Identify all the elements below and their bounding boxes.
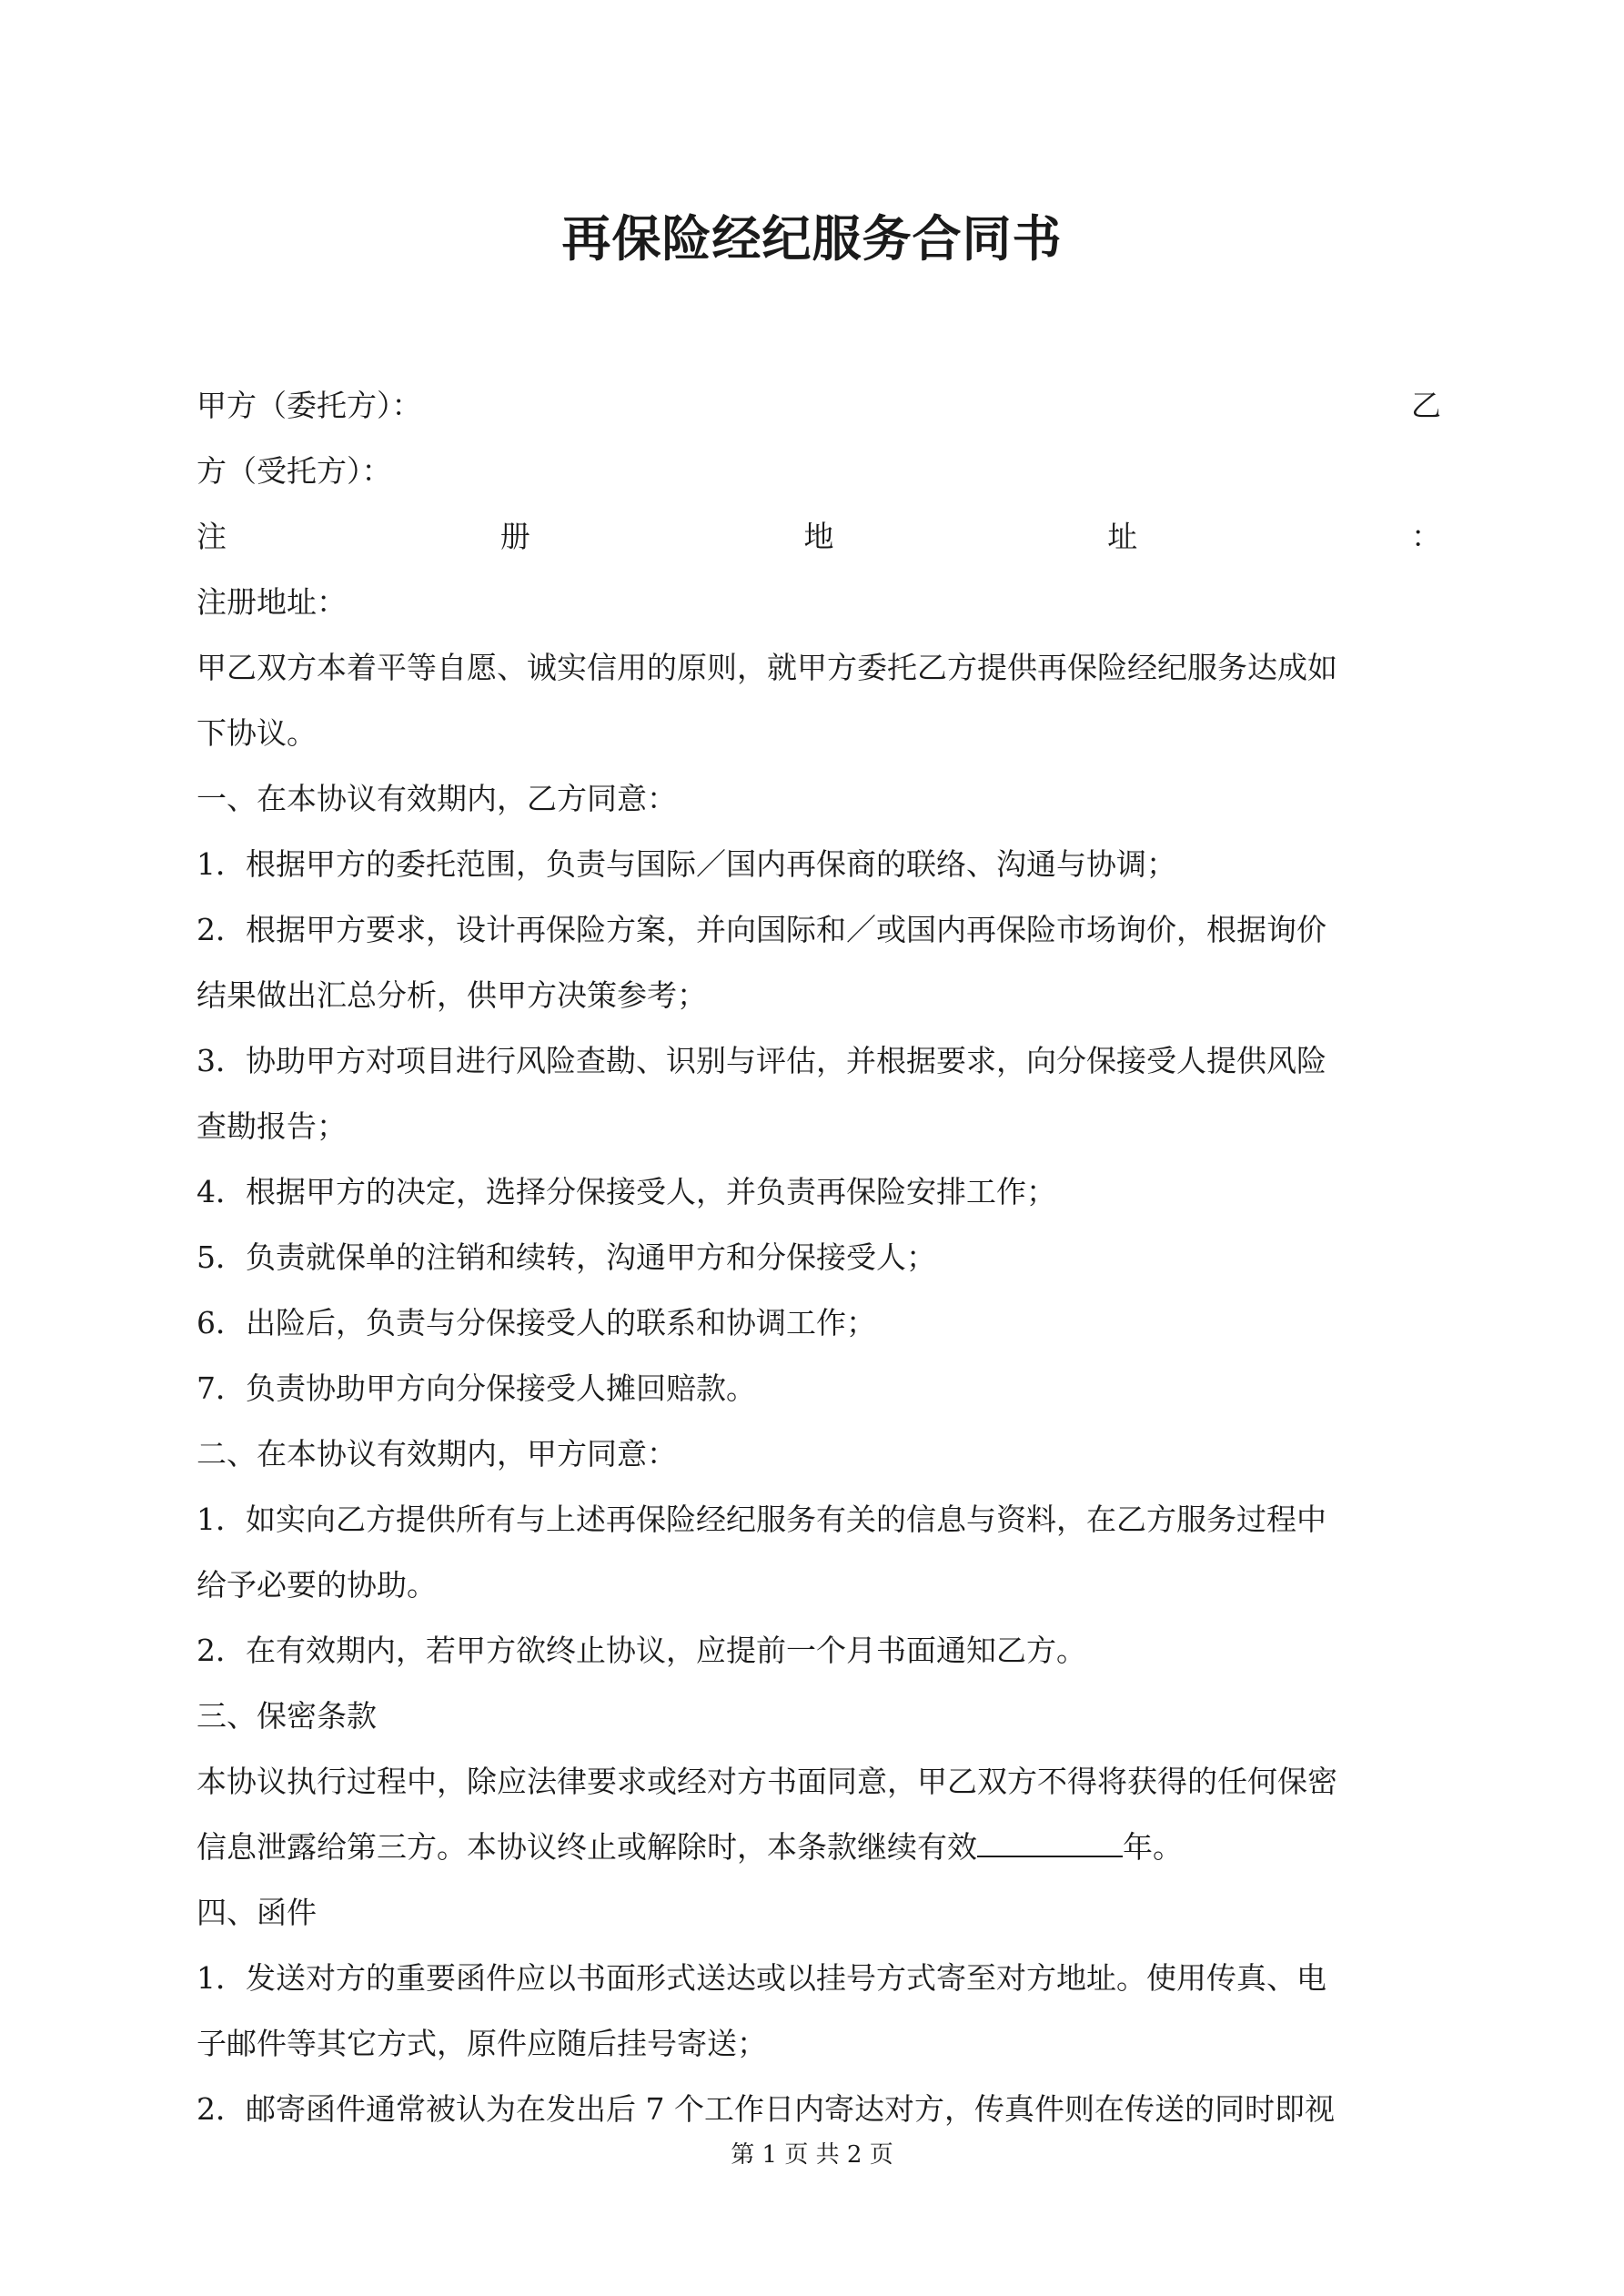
section-3-text-line-2 — [197, 1815, 1441, 1880]
section-1-item-7: 7．负责协助甲方向分保接受人摊回赔款。 — [197, 1371, 756, 1406]
party-b-line: 方（受托方）： — [197, 453, 392, 489]
party-b-first-char: 乙 — [1411, 388, 1441, 423]
intro-line-1: 甲乙双方本着平等自愿、诚实信用的原则，就甲方委托乙方提供再保险经纪服务达成如 — [197, 650, 1337, 685]
party-a-label: 甲方（委托方）： — [197, 388, 422, 423]
section-4-item-1-line-2: 子邮件等其它方式，原件应随后挂号寄送； — [197, 2026, 767, 2061]
address-char: 册 — [499, 519, 530, 554]
years-blank-field — [977, 1828, 1123, 1857]
section-1-item-3-line-1: 3．协助甲方对项目进行风险查勘、识别与评估，并根据要求，向分保接受人提供风险 — [197, 1043, 1326, 1078]
section-1-heading: 一、在本协议有效期内，乙方同意： — [197, 781, 677, 816]
address-char: ： — [1411, 519, 1441, 554]
section-4-item-1-line-1: 1．发送对方的重要函件应以书面形式送达或以挂号方式寄至对方地址。使用传真、电 — [197, 1960, 1326, 1996]
document-body — [197, 373, 1441, 2142]
section-2-item-1-line-1: 1．如实向乙方提供所有与上述再保险经纪服务有关的信息与资料，在乙方服务过程中 — [197, 1502, 1326, 1537]
section-1-item-2-line-2: 结果做出汇总分析，供甲方决策参考； — [197, 977, 707, 1013]
page-footer: 第 1 页 共 2 页 — [731, 2141, 893, 2169]
section-1-item-6: 6．出险后，负责与分保接受人的联系和协调工作； — [197, 1305, 876, 1340]
section-1-item-1: 1．根据甲方的委托范围，负责与国际／国内再保商的联络、沟通与协调； — [197, 846, 1176, 882]
section-3-text-after-blank: 年。 — [1123, 1829, 1183, 1865]
section-4-item-2-line-1: 2．邮寄函件通常被认为在发出后 7 个工作日内寄达对方，传真件则在传送的同时即视 — [197, 2091, 1335, 2127]
registered-address-line: 注册地址： — [197, 584, 347, 620]
section-3-text-before-blank: 信息泄露给第三方。本协议终止或解除时，本条款继续有效 — [197, 1829, 977, 1865]
section-1-item-2-line-1: 2．根据甲方要求，设计再保险方案，并向国际和／或国内再保险市场询价，根据询价 — [197, 912, 1326, 947]
section-1-item-5: 5．负责就保单的注销和续转，沟通甲方和分保接受人； — [197, 1239, 936, 1275]
section-2-heading: 二、在本协议有效期内，甲方同意： — [197, 1436, 677, 1472]
document-title: 再保险经纪服务合同书 — [561, 209, 1063, 268]
section-1-item-3-line-2: 查勘报告； — [197, 1108, 347, 1144]
section-1-item-4: 4．根据甲方的决定，选择分保接受人，并负责再保险安排工作； — [197, 1174, 1056, 1209]
address-char: 址 — [1107, 519, 1138, 554]
registered-address-spread-line — [197, 504, 1441, 570]
intro-line-2: 下协议。 — [197, 715, 317, 751]
section-4-heading: 四、函件 — [197, 1895, 317, 1930]
section-2-item-2: 2．在有效期内，若甲方欲终止协议，应提前一个月书面通知乙方。 — [197, 1633, 1086, 1668]
address-char: 地 — [803, 519, 834, 554]
party-a-line — [197, 373, 1441, 439]
section-3-text-line-1: 本协议执行过程中，除应法律要求或经对方书面同意，甲乙双方不得将获得的任何保密 — [197, 1764, 1337, 1799]
address-char: 注 — [197, 519, 227, 554]
section-3-heading: 三、保密条款 — [197, 1698, 377, 1734]
section-2-item-1-line-2: 给予必要的协助。 — [197, 1567, 437, 1603]
